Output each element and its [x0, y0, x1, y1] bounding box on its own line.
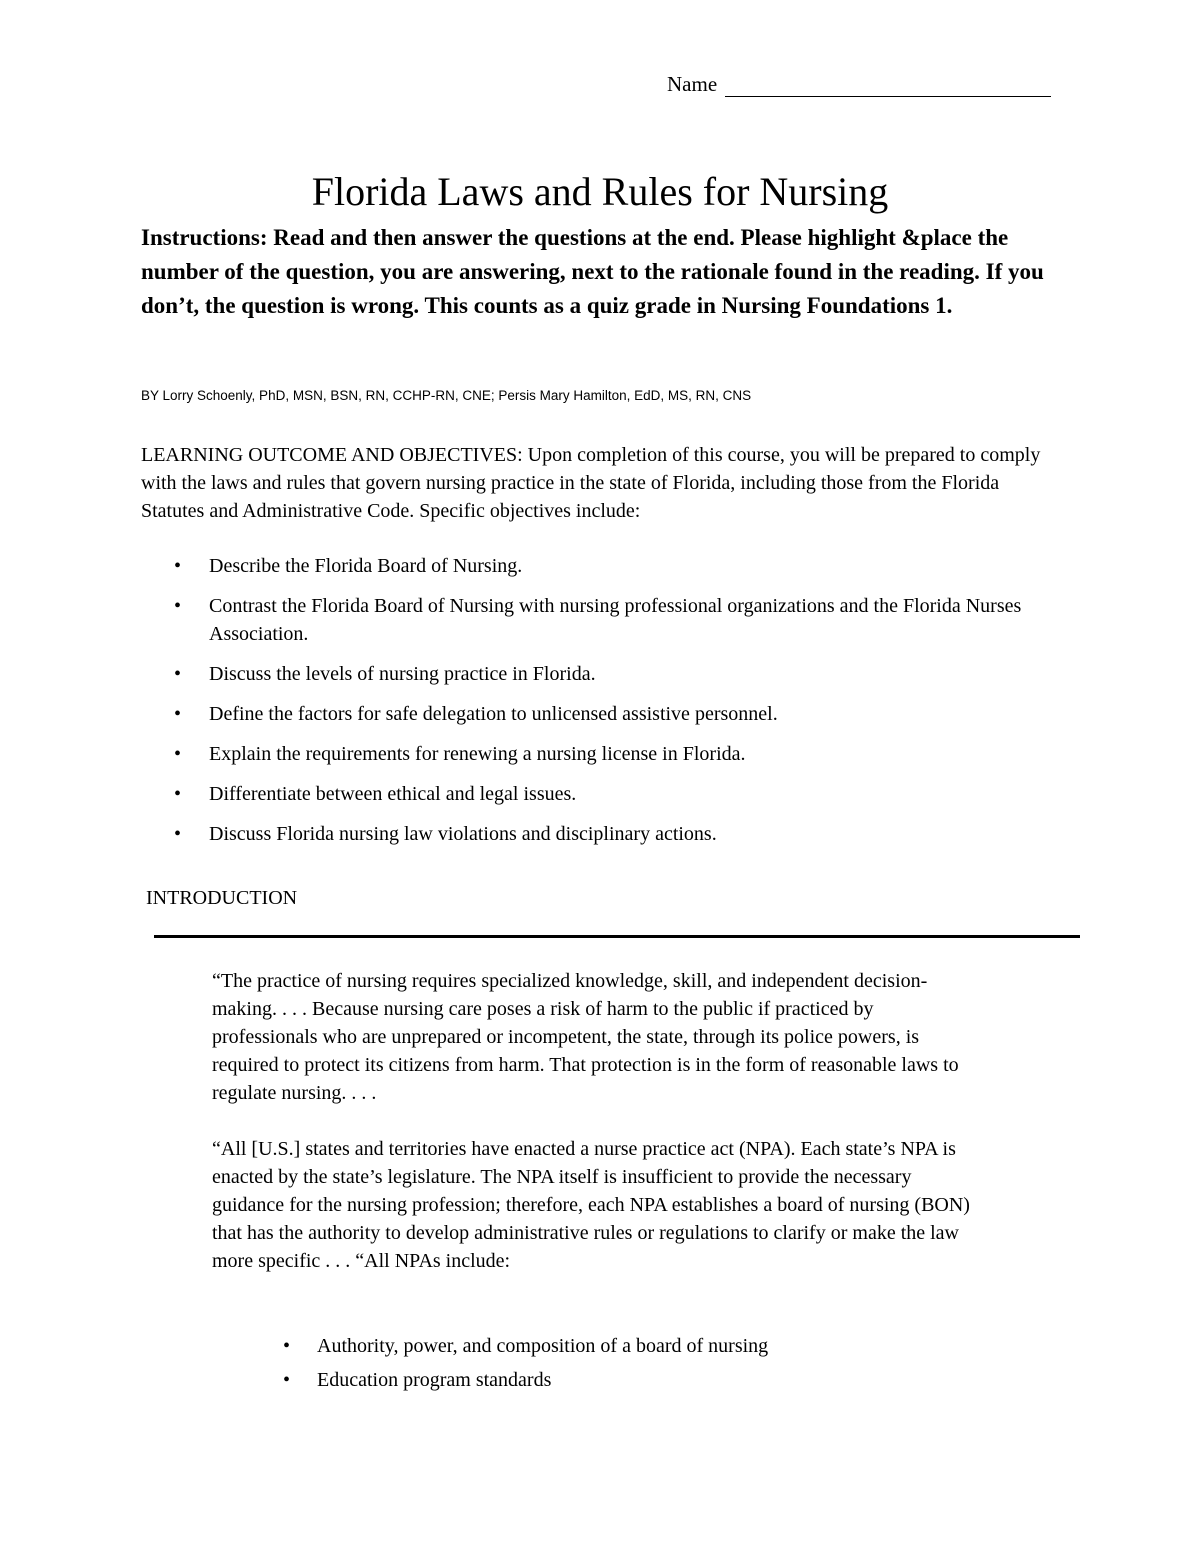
bullet-icon: • [174, 663, 182, 685]
objective-text: Discuss Florida nursing law violations and disciplinary actions. [209, 823, 717, 845]
objective-text: Explain the requirements for renewing a nursing license in Florida. [209, 743, 746, 765]
name-label: Name [667, 72, 718, 96]
objectives-list [141, 552, 1061, 860]
name-blank-line[interactable] [725, 74, 1051, 97]
npa-item-text: Education program standards [317, 1369, 552, 1391]
bullet-icon: • [174, 743, 182, 765]
bullet-icon: • [283, 1369, 291, 1391]
objective-item [141, 592, 1061, 648]
instructions-paragraph: Instructions: Read and then answer the questions at the end. Please highlight &place the number of the question, you are answering, next to the rationale found in the reading. If you don’t, the question is wrong. This counts as a quiz grade in Nursing Foundations 1. [141, 225, 1044, 318]
objective-item [141, 700, 1061, 728]
npa-item [283, 1366, 983, 1394]
authors-byline: BY Lorry Schoenly, PhD, MSN, BSN, RN, CCHP-RN, CNE; Persis Mary Hamilton, EdD, MS, RN, CNS [141, 388, 752, 403]
objective-item [141, 740, 1061, 768]
bullet-icon: • [174, 703, 182, 725]
npa-item-text: Authority, power, and composition of a board of nursing [317, 1335, 769, 1357]
objective-item [141, 552, 1061, 580]
npa-item [283, 1332, 983, 1360]
objective-item [141, 780, 1061, 808]
objective-text: Contrast the Florida Board of Nursing with nursing professional organizations and the Florida Nurses Association. [209, 595, 1022, 645]
bullet-icon: • [174, 783, 182, 805]
objective-item [141, 660, 1061, 688]
objective-text: Describe the Florida Board of Nursing. [209, 555, 523, 577]
objective-text: Define the factors for safe delegation to unlicensed assistive personnel. [209, 703, 778, 725]
introduction-heading: INTRODUCTION [146, 887, 298, 909]
quote-paragraph-1: “The practice of nursing requires specialized knowledge, skill, and independent decision-making. . . . Because nursing care poses a risk of harm to the public if practiced by professionals who are unprepared or incompetent, the state, through its police powers, is required to protect its citizens from harm. That protection is in the form of reasonable laws to regulate nursing. . . . [212, 970, 959, 1104]
bullet-icon: • [174, 823, 182, 845]
objective-text: Discuss the levels of nursing practice in Florida. [209, 663, 596, 685]
objective-item [141, 820, 1061, 848]
learning-outcome-paragraph: LEARNING OUTCOME AND OBJECTIVES: Upon completion of this course, you will be prepared to comply with the laws and rules that govern nursing practice in the state of Florida, including those from the Florida Statutes and Administrative Code. Specific objectives include: [141, 444, 1041, 522]
bullet-icon: • [283, 1335, 291, 1357]
objective-text: Differentiate between ethical and legal issues. [209, 783, 577, 805]
document-title: Florida Laws and Rules for Nursing [311, 169, 889, 214]
name-field-row [667, 72, 1051, 97]
bullet-icon: • [174, 555, 182, 577]
quote-paragraph-2: “All [U.S.] states and territories have enacted a nurse practice act (NPA). Each state’s NPA is enacted by the state’s legislature. The NPA itself is insufficient to provide the necessary guidance for the nursing profession; therefore, each NPA establishes a board of nursing (BON) that has the authority to develop administrative rules or regulations to clarify or make the law more specific . . . “All NPAs include: [212, 1138, 970, 1272]
section-divider [154, 935, 1080, 938]
bullet-icon: • [174, 595, 182, 617]
npa-includes-list [283, 1332, 983, 1400]
